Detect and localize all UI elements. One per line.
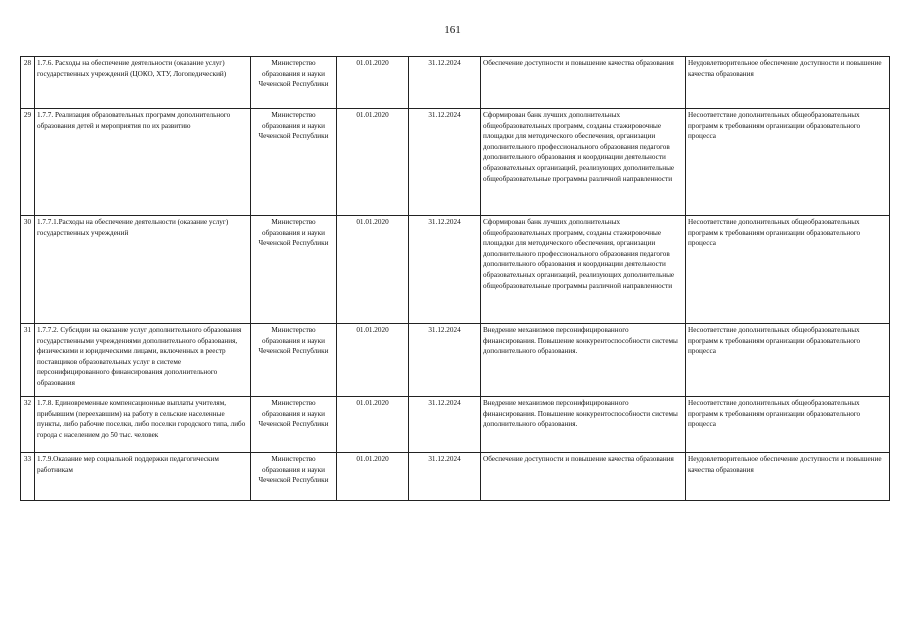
event-name: 1.7.7.1.Расходы на обеспечение деятельности (оказание услуг) государственных учреждений	[35, 216, 251, 324]
event-name: 1.7.6. Расходы на обеспечение деятельности (оказание услуг) государственных учреждений (ЦОКО, ХТУ, Логопедический)	[35, 57, 251, 109]
consequence: Несоответствие дополнительных общеобразовательных программ к требованиям организации образовательного процесса	[686, 324, 890, 397]
expected-result: Сформирован банк лучших дополнительных общеобразовательных программ, созданы стажировочные площадки для методического обеспечения, организации дополнительного профессионального образования педагогов дополнительного образования и координации деятельности образовательных организаций, реализующих дополнительные общеобразовательные программы различной направленности	[481, 216, 686, 324]
event-name: 1.7.7. Реализация образовательных программ дополнительного образования детей и мероприятия по их развитию	[35, 109, 251, 216]
executor: Министерство образования и науки Чеченской Республики	[251, 109, 337, 216]
row-number: 31	[21, 324, 35, 397]
table-row	[21, 109, 890, 216]
consequence: Неудовлетворительное обеспечение доступности и повышение качества образования	[686, 57, 890, 109]
row-number: 28	[21, 57, 35, 109]
end-date: 31.12.2024	[409, 57, 481, 109]
table-row	[21, 216, 890, 324]
consequence: Неудовлетворительное обеспечение доступности и повышение качества образования	[686, 453, 890, 501]
table-row	[21, 57, 890, 109]
start-date: 01.01.2020	[337, 57, 409, 109]
end-date: 31.12.2024	[409, 324, 481, 397]
executor: Министерство образования и науки Чеченской Республики	[251, 324, 337, 397]
start-date: 01.01.2020	[337, 324, 409, 397]
table-row	[21, 324, 890, 397]
consequence: Несоответствие дополнительных общеобразовательных программ к требованиям организации образовательного процесса	[686, 109, 890, 216]
row-number: 30	[21, 216, 35, 324]
table-row	[21, 453, 890, 501]
expected-result: Обеспечение доступности и повышение качества образования	[481, 453, 686, 501]
executor: Министерство образования и науки Чеченской Республики	[251, 397, 337, 453]
row-number: 29	[21, 109, 35, 216]
start-date: 01.01.2020	[337, 109, 409, 216]
page-number: 161	[444, 24, 461, 36]
executor: Министерство образования и науки Чеченской Республики	[251, 453, 337, 501]
start-date: 01.01.2020	[337, 397, 409, 453]
event-name: 1.7.8. Единовременные компенсационные выплаты учителям, прибывшим (переехавшим) на работу в сельские населенные пункты, либо рабочие поселки, либо поселки городского типа, либо города с населением до 50 тыс. человек	[35, 397, 251, 453]
end-date: 31.12.2024	[409, 216, 481, 324]
expected-result: Обеспечение доступности и повышение качества образования	[481, 57, 686, 109]
program-events-table	[20, 56, 890, 501]
start-date: 01.01.2020	[337, 216, 409, 324]
end-date: 31.12.2024	[409, 453, 481, 501]
event-name: 1.7.7.2. Субсидии на оказание услуг дополнительного образования государственными учреждениями дополнительного образования, физическими и юридическими лицами, включенных в реестр поставщиков образовательных услуг в системе персонифицированного финансирования дополнительного образования	[35, 324, 251, 397]
executor: Министерство образования и науки Чеченской Республики	[251, 57, 337, 109]
end-date: 31.12.2024	[409, 397, 481, 453]
end-date: 31.12.2024	[409, 109, 481, 216]
consequence: Несоответствие дополнительных общеобразовательных программ к требованиям организации образовательного процесса	[686, 397, 890, 453]
row-number: 32	[21, 397, 35, 453]
executor: Министерство образования и науки Чеченской Республики	[251, 216, 337, 324]
start-date: 01.01.2020	[337, 453, 409, 501]
row-number: 33	[21, 453, 35, 501]
event-name: 1.7.9.Оказание мер социальной поддержки педагогическим работникам	[35, 453, 251, 501]
expected-result: Внедрение механизмов персонифицированного финансирования. Повышение конкурентоспособности системы дополнительного образования.	[481, 324, 686, 397]
consequence: Несоответствие дополнительных общеобразовательных программ к требованиям организации образовательного процесса	[686, 216, 890, 324]
expected-result: Сформирован банк лучших дополнительных общеобразовательных программ, созданы стажировочные площадки для методического обеспечения, организации дополнительного профессионального образования педагогов дополнительного образования и координации деятельности образовательных организаций, реализующих дополнительные общеобразовательные программы различной направленности	[481, 109, 686, 216]
table-row	[21, 397, 890, 453]
expected-result: Внедрение механизмов персонифицированного финансирования. Повышение конкурентоспособности системы дополнительного образования.	[481, 397, 686, 453]
